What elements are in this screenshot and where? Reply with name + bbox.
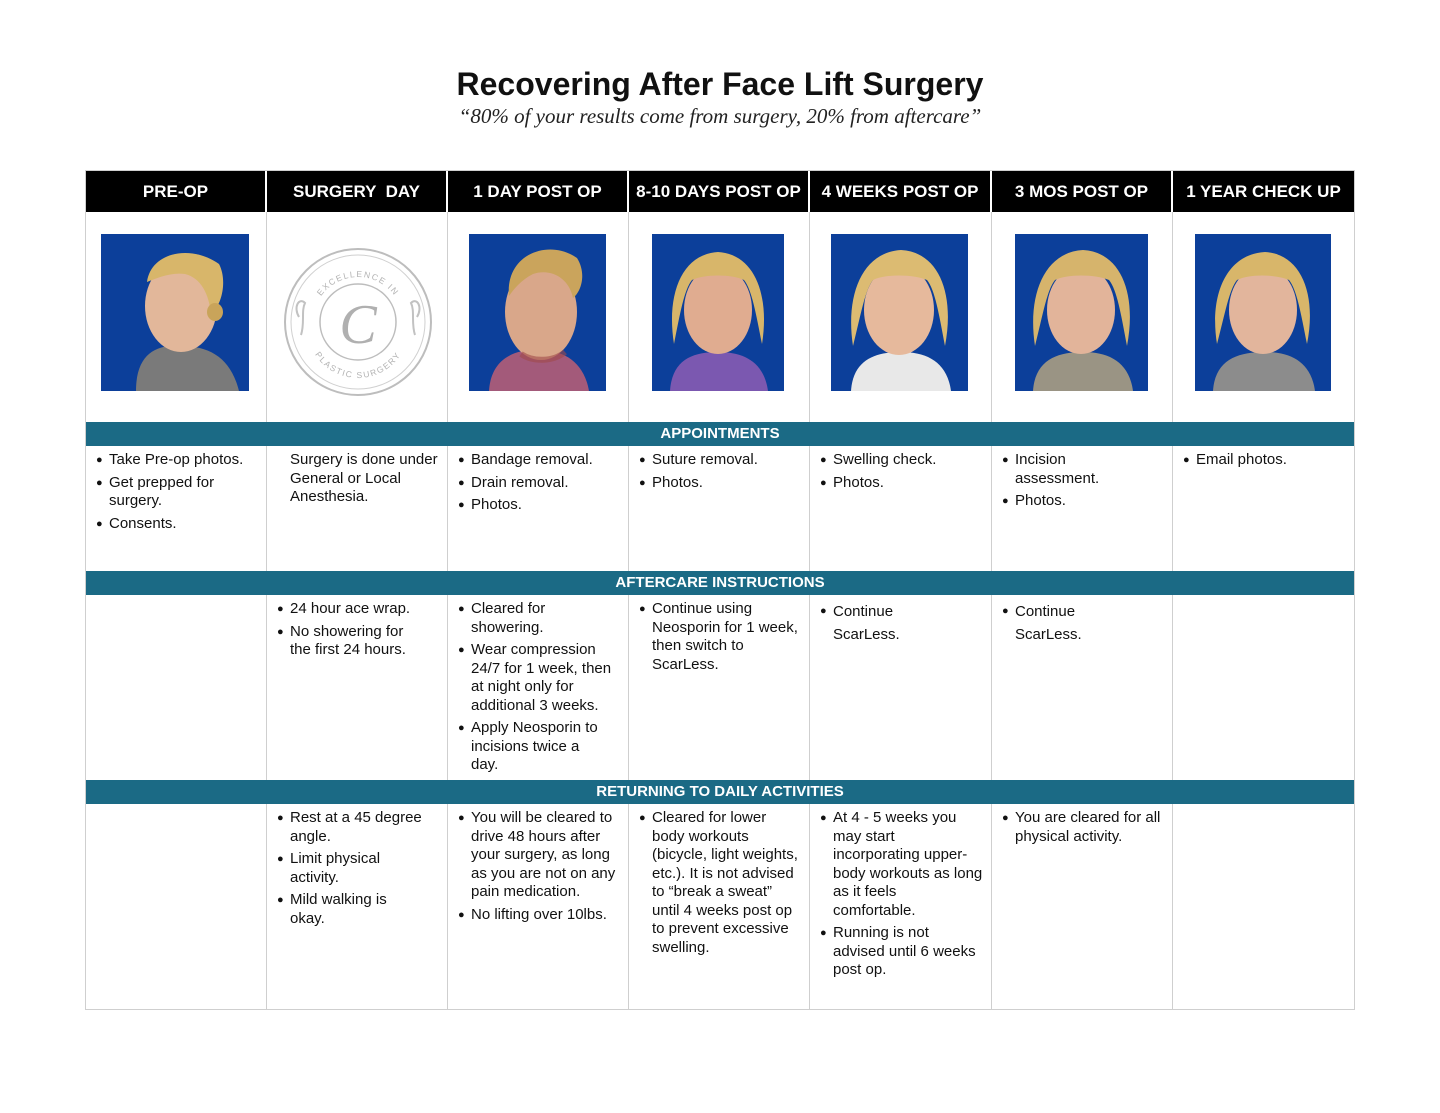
list-item: ● Apply Neosporin to incisions twice a day. — [458, 719, 620, 775]
photo-row — [86, 212, 1354, 422]
photo-cell-1-year — [1173, 212, 1354, 422]
list-item: ● Rest at a 45 degree angle. — [277, 809, 439, 846]
list-item: ● Photos. — [458, 496, 620, 515]
list-item: ● Drain removal. — [458, 474, 620, 493]
logo-ring-text-top: EXCELLENCE IN — [314, 268, 402, 298]
list-item: ● Photos. — [1002, 492, 1164, 511]
list-item: ● Email photos. — [1183, 451, 1346, 470]
list-item: ● No showering for the first 24 hours. — [277, 623, 439, 660]
aftercare-cell-1-year — [1173, 595, 1354, 780]
daily-cell-3-months — [992, 804, 1173, 1009]
logo-monogram: C — [339, 294, 377, 356]
list-item: ● Photos. — [639, 474, 801, 493]
column-header-3-months: 3 MOS POST OP — [992, 171, 1173, 212]
aftercare-row — [86, 595, 1354, 780]
list-item: ● Cleared for lower body workouts (bicycle, light weights, etc.). It is not advised to “break a sweat” until 4 weeks post op to prevent excessive swelling. — [639, 809, 801, 957]
list-item: ● Swelling check. — [820, 451, 983, 470]
photo-cell-preop — [86, 212, 267, 422]
list-item: ● Continue ScarLess. — [820, 600, 983, 646]
section-band-appointments: APPOINTMENTS — [86, 422, 1354, 446]
page-subtitle: “80% of your results come from surgery, 20% from aftercare” — [458, 104, 982, 128]
appointments-cell-8-10-days — [629, 446, 810, 571]
practice-logo — [283, 247, 433, 397]
daily-cell-surgery — [267, 804, 448, 1009]
list-item: ● Wear compression 24/7 for 1 week, then at night only for additional 3 weeks. — [458, 641, 620, 715]
list-item: ● Take Pre-op photos. — [96, 451, 258, 470]
aftercare-cell-preop — [86, 595, 267, 780]
list-item: ● Incision assessment. — [1002, 451, 1164, 488]
appointments-row — [86, 446, 1354, 571]
column-header-surgery-day — [267, 171, 448, 212]
list-item: ● Mild walking is okay. — [277, 891, 439, 928]
aftercare-cell-surgery — [267, 595, 448, 780]
list-item: ● Bandage removal. — [458, 451, 620, 470]
patient-photo-1-day — [469, 234, 606, 391]
daily-cell-4-weeks — [810, 804, 992, 1009]
aftercare-cell-4-weeks — [810, 595, 992, 780]
photo-cell-8-10-days — [629, 212, 810, 422]
appointments-cell-surgery — [267, 446, 448, 571]
list-item: ● At 4 - 5 weeks you may start incorporating upper-body workouts as long as it feels comfortable. — [820, 809, 983, 920]
patient-photo-1-year — [1195, 234, 1331, 391]
appointments-cell-1-year — [1173, 446, 1354, 571]
logo-ring-text-bottom: PLASTIC SURGERY — [313, 349, 403, 381]
column-header-surgery-day-label: SURGERY DAY — [293, 181, 420, 201]
column-header-preop: PRE-OP — [86, 171, 267, 212]
aftercare-cell-3-months — [992, 595, 1173, 780]
list-item: ● Continue using Neosporin for 1 week, then switch to ScarLess. — [639, 600, 801, 674]
photo-cell-1-day — [448, 212, 629, 422]
list-item: ● 24 hour ace wrap. — [277, 600, 439, 619]
column-header-8-10-days: 8-10 DAYS POST OP — [629, 171, 810, 212]
aftercare-cell-8-10-days — [629, 595, 810, 780]
column-header-1-day: 1 DAY POST OP — [448, 171, 629, 212]
list-item: ● No lifting over 10lbs. — [458, 906, 620, 925]
patient-photo-8-10-days — [652, 234, 784, 391]
list-item: ● Get prepped for surgery. — [96, 474, 258, 511]
column-header-1-year: 1 YEAR CHECK UP — [1173, 171, 1354, 212]
list-item: ● Consents. — [96, 515, 258, 534]
page-title: Recovering After Face Lift Surgery — [456, 66, 984, 102]
aftercare-cell-1-day — [448, 595, 629, 780]
daily-cell-1-day — [448, 804, 629, 1009]
daily-cell-preop — [86, 804, 267, 1009]
daily-activities-row — [86, 804, 1354, 1009]
section-band-daily-activities: RETURNING TO DAILY ACTIVITIES — [86, 780, 1354, 804]
section-band-aftercare: AFTERCARE INSTRUCTIONS — [86, 571, 1354, 595]
photo-cell-3-months — [992, 212, 1173, 422]
daily-cell-1-year — [1173, 804, 1354, 1009]
list-item: ● Running is not advised until 6 weeks post op. — [820, 924, 983, 980]
patient-photo-3-months — [1015, 234, 1148, 391]
daily-cell-8-10-days — [629, 804, 810, 1009]
appointments-cell-3-months — [992, 446, 1173, 571]
logo-cell — [267, 212, 448, 422]
list-item: ● Limit physical activity. — [277, 850, 439, 887]
patient-photo-4-weeks — [831, 234, 968, 391]
appointments-cell-preop — [86, 446, 267, 571]
list-item: ● Cleared for showering. — [458, 600, 620, 637]
list-item: ● You are cleared for all physical activity. — [1002, 809, 1164, 846]
appointments-cell-1-day — [448, 446, 629, 571]
list-item: ● Continue ScarLess. — [1002, 600, 1164, 646]
column-header-row — [86, 171, 1354, 212]
appointments-cell-4-weeks — [810, 446, 992, 571]
list-item: ● Suture removal. — [639, 451, 801, 470]
list-item: ● You will be cleared to drive 48 hours after your surgery, as long as you are not on any pain medication. — [458, 809, 620, 902]
column-header-4-weeks: 4 WEEKS POST OP — [810, 171, 992, 212]
surgery-note: Surgery is done under General or Local Anesthesia. — [290, 451, 438, 505]
recovery-timeline-table — [85, 170, 1355, 1010]
patient-photo-preop — [101, 234, 249, 391]
list-item: ● Photos. — [820, 474, 983, 493]
photo-cell-4-weeks — [810, 212, 992, 422]
